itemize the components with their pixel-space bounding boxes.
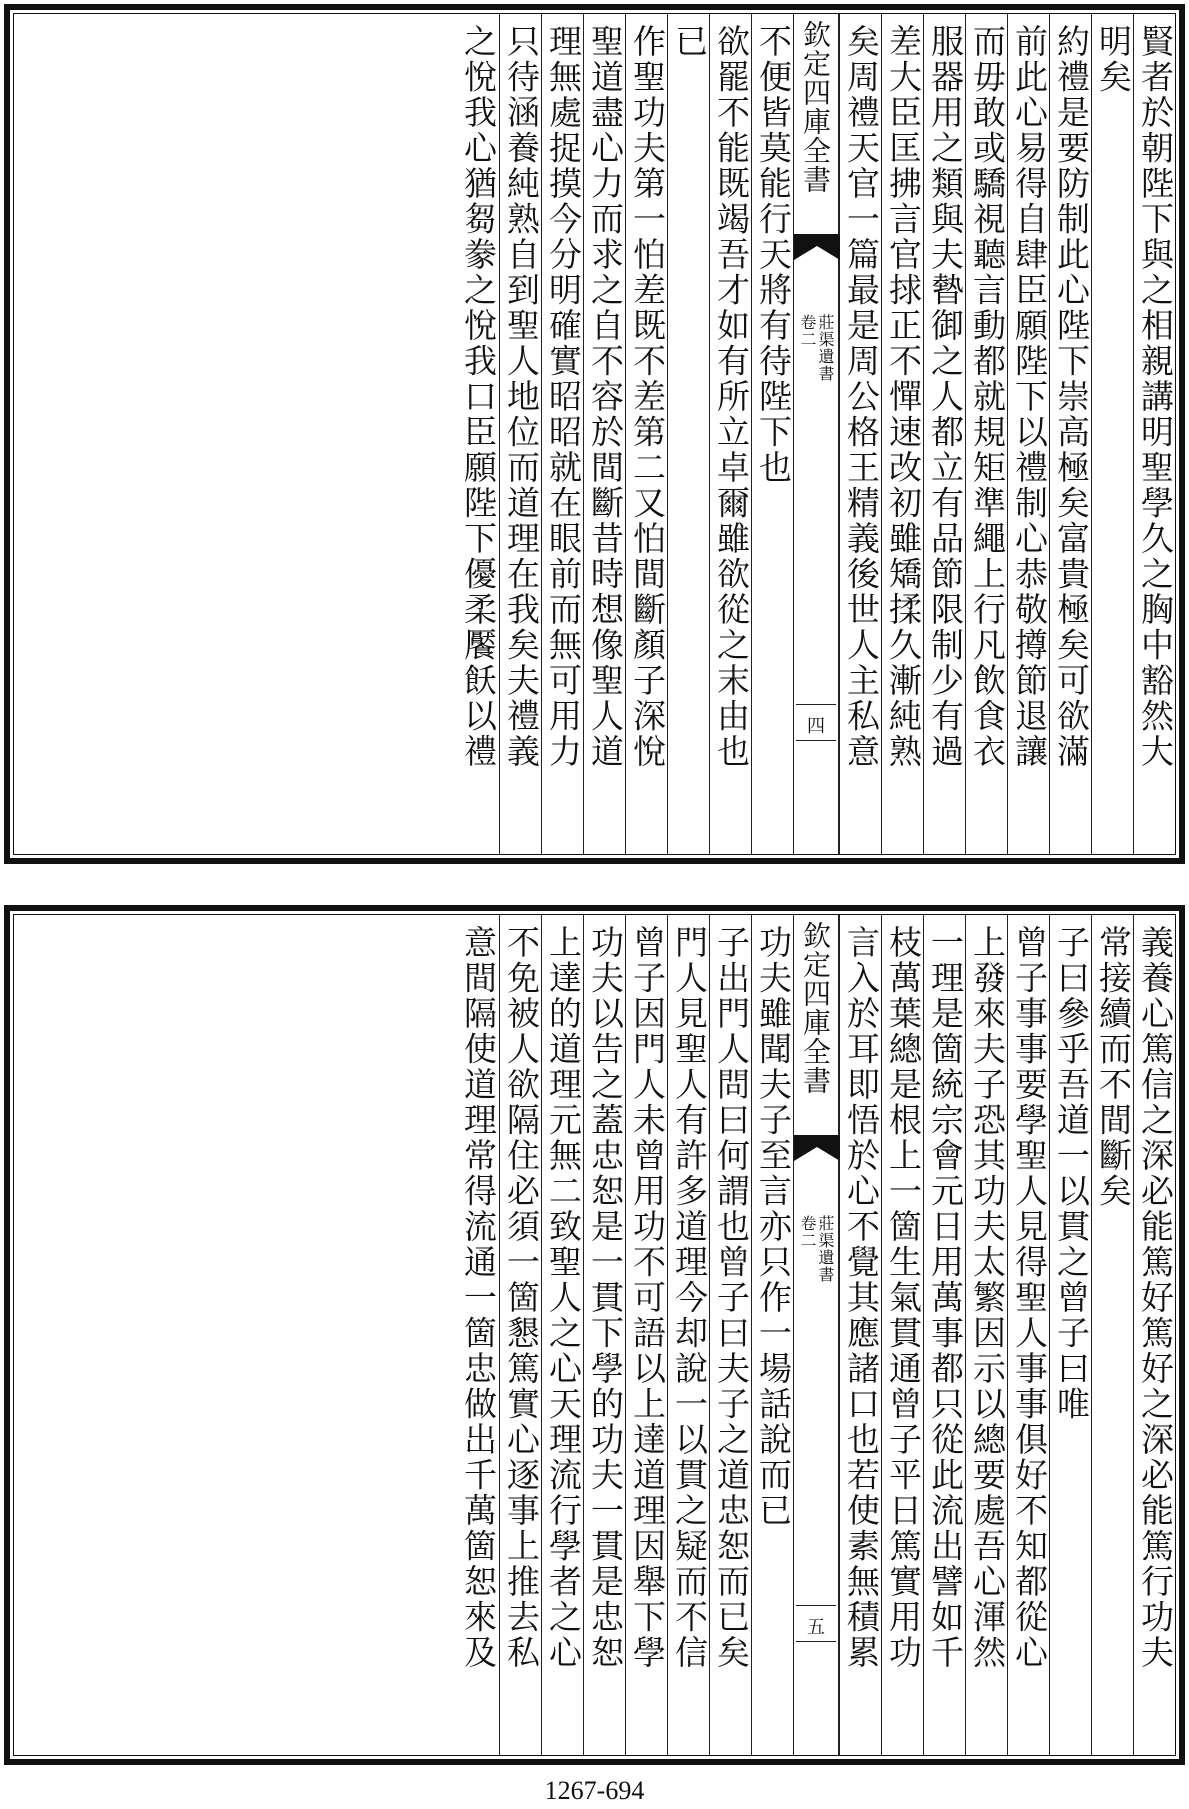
text-column: 意間隔使道理常得流通一箇忠做出千萬箇恕來及 xyxy=(459,925,498,1671)
text-column: 約禮是要防制此心陛下崇高極矣富貴極矣可欲滿 xyxy=(1049,14,1091,854)
text-column: 功夫以告之蓋忠恕是一貫下學的功夫一貫是忠恕 xyxy=(583,915,625,1755)
page-leaf-bottom xyxy=(4,905,1185,1765)
text-column: 曾子因門人未曾用功不可語以上達道理因舉下學 xyxy=(625,915,667,1755)
text-column: 門人見聖人有許多道理今却說一以貫之疑而不信 xyxy=(667,915,709,1755)
text-column: 一理是箇統宗會元日用萬事都只從此流出譬如千 xyxy=(923,915,965,1755)
text-column: 差大臣匡拂言官捄正不憚速改初雖矯揉久漸純熟 xyxy=(881,14,923,854)
page-leaf-top xyxy=(4,4,1185,864)
fishtail-icon xyxy=(794,234,840,260)
text-column: 服器用之類與夫暬御之人都立有品節限制少有過 xyxy=(923,14,965,854)
text-column: 矣周禮天官一篇最是周公格王精義後世人主私意 xyxy=(839,14,881,854)
text-columns xyxy=(14,14,1175,854)
text-column: 曾子事事要學聖人見得聖人事事俱好不知都從心 xyxy=(1007,915,1049,1755)
text-column: 不便皆莫能行天將有待陛下也 xyxy=(751,14,793,854)
gutter-page-number: 四 xyxy=(807,716,825,737)
text-column: 子曰參乎吾道一以貫之曾子曰唯 xyxy=(1049,915,1091,1755)
gutter-title: 欽定四庫全書 xyxy=(799,921,832,1095)
gutter-page-number: 五 xyxy=(807,1617,825,1638)
text-column: 常接續而不間斷矣 xyxy=(1091,915,1133,1755)
page-footer-number: 1267-694 xyxy=(544,1776,645,1805)
text-columns xyxy=(14,915,1175,1755)
text-column: 而毋敢或驕視聽言動都就規矩準繩上行凡飲食衣 xyxy=(965,14,1007,854)
text-column: 作聖功夫第一怕差既不差第二又怕間斷顏子深悅 xyxy=(625,14,667,854)
text-column: 枝萬葉總是根上一箇生氣貫通曾子平日篤實用功 xyxy=(881,915,923,1755)
text-column: 義養心篤信之深必能篤好篤好之深必能篤行功夫 xyxy=(1133,915,1175,1755)
text-column: 欲罷不能既竭吾才如有所立卓爾雖欲從之末由也 xyxy=(709,14,751,854)
text-column: 聖道盡心力而求之自不容於間斷昔時想像聖人道 xyxy=(583,14,625,854)
text-column: 明矣 xyxy=(1091,14,1133,854)
text-column: 已 xyxy=(667,14,709,854)
center-gutter xyxy=(793,14,839,854)
text-column: 理無處捉摸今分明確實昭昭就在眼前而無可用力 xyxy=(541,14,583,854)
gutter-title: 欽定四庫全書 xyxy=(799,20,832,194)
text-column: 不免被人欲隔住必須一箇懇篤實心逐事上推去私 xyxy=(499,915,541,1755)
gutter-subtitle: 莊渠遺書 卷二 xyxy=(798,314,835,382)
text-column: 賢者於朝陛下與之相親講明聖學久之胸中豁然大 xyxy=(1133,14,1175,854)
text-column: 只待涵養純熟自到聖人地位而道理在我矣夫禮義 xyxy=(499,14,541,854)
gutter-subtitle: 莊渠遺書 卷二 xyxy=(798,1215,835,1283)
text-column: 功夫雖聞夫子至言亦只作一場話說而已 xyxy=(751,915,793,1755)
text-column: 上發來夫子恐其功夫太繁因示以總要處吾心渾然 xyxy=(965,915,1007,1755)
text-column: 上達的道理元無二致聖人之心天理流行學者之心 xyxy=(541,915,583,1755)
text-column: 言入於耳即悟於心不覺其應諸口也若使素無積累 xyxy=(839,915,881,1755)
center-gutter xyxy=(793,915,839,1755)
text-column: 前此心易得自肆臣願陛下以禮制心恭敬撙節退讓 xyxy=(1007,14,1049,854)
fishtail-icon xyxy=(794,1135,840,1161)
text-column: 子出門人問曰何謂也曾子曰夫子之道忠恕而已矣 xyxy=(709,915,751,1755)
text-column: 之悅我心猶芻豢之悅我口臣願陛下優柔饜飫以禮 xyxy=(459,24,498,770)
